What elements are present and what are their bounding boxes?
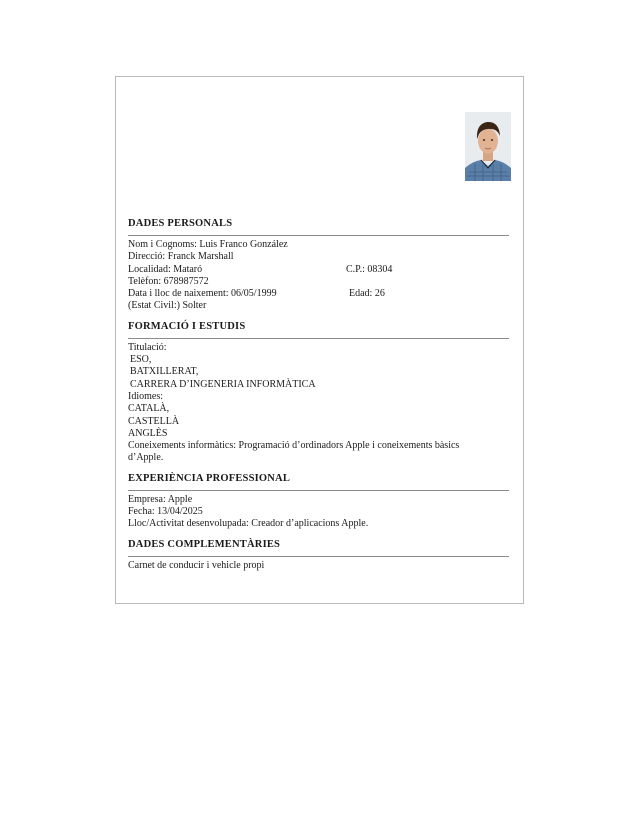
divider (128, 490, 509, 491)
divider (128, 338, 509, 339)
idioma-item: CATALÀ, (128, 403, 170, 415)
titulacio-label: Titulació: (128, 341, 167, 353)
address-line: Direcció: Franck Marshall (128, 251, 234, 263)
locality-line (128, 264, 509, 276)
cv-content (128, 217, 509, 572)
civil-status-line: (Estat Civil:) Solter (128, 300, 207, 312)
name-line: Nom i Cognoms: Luis Franco González (128, 239, 288, 250)
role-line: Lloc/Activitat desenvolupada: Creador d’aplicacions Apple. (128, 518, 369, 530)
idioma-item: CASTELLÀ (128, 415, 180, 427)
titulacio-item: BATXILLERAT, (130, 366, 199, 378)
date-line: Fecha: 13/04/2025 (128, 506, 203, 518)
idioma-item: ANGLÈS (128, 427, 168, 439)
birth-value: Data i lloc de naixement: 06/05/1999 (128, 288, 277, 300)
profile-photo (465, 112, 511, 181)
titulacio-item: ESO, (130, 354, 152, 366)
coneixements-line: Coneixements informàtics: Programació d’ordinadors Apple i coneixements bàsics (128, 440, 460, 452)
idiomes-label: Idiomes: (128, 390, 163, 402)
portrait-photo-icon (465, 112, 511, 181)
divider (128, 235, 509, 236)
titulacio-item: CARRERA D’INGENERIA INFORMÀTICA (130, 378, 316, 390)
age-value: Edad: 26 (349, 288, 385, 300)
locality-value: Localidad: Mataró (128, 263, 203, 275)
phone-line: Telèfon: 678987572 (128, 275, 209, 287)
birth-line (128, 288, 509, 300)
licence-line: Carnet de conducir i vehicle propi (128, 559, 265, 571)
section-title-experience: EXPERIÈNCIA PROFESSIONAL (128, 472, 291, 484)
section-title-education: FORMACIÓ I ESTUDIS (128, 320, 246, 332)
section-title-extra: DADES COMPLEMENTÀRIES (128, 538, 281, 550)
coneixements-line: d’Apple. (128, 452, 164, 464)
divider (128, 556, 509, 557)
section-title-personal: DADES PERSONALS (128, 218, 233, 229)
postal-code-value: C.P.: 08304 (346, 263, 393, 275)
company-line: Empresa: Apple (128, 493, 193, 505)
